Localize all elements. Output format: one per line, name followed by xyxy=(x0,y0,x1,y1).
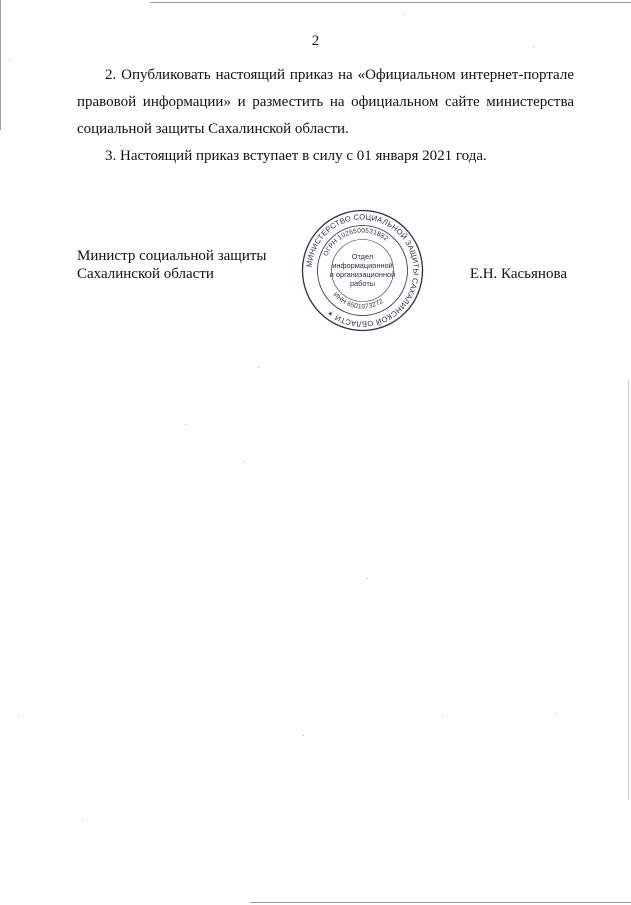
scan-edge-top xyxy=(150,2,631,3)
seal-ring-textpath: МИНИСТЕРСТВО СОЦИАЛЬНОЙ ЗАЩИТЫ САХАЛИНСКОЙ ОБЛАСТИ ✶ xyxy=(304,212,421,329)
scan-speck xyxy=(9,60,10,61)
scan-speck xyxy=(303,735,304,736)
paragraph-publish-order: 2. Опубликовать настоящий приказ на «Официальном интернет-портале правовой информации» и разместить на официальном сайте министерства социальной защиты Сахалинской области. xyxy=(77,67,574,137)
scan-speck xyxy=(243,461,244,462)
scan-edge-left xyxy=(0,0,1,130)
scan-speck xyxy=(556,713,557,714)
seal-center-line-3: и организационной xyxy=(329,270,396,279)
document-body xyxy=(77,62,574,170)
scan-edge-bottom xyxy=(250,902,631,903)
scan-speck xyxy=(404,14,405,15)
seal-center-line-2: информационной xyxy=(332,261,393,270)
seal-inn-textpath: ИНН 6501073272 xyxy=(331,291,385,311)
official-seal xyxy=(300,208,425,333)
seal-ogrn-textpath: ОГРН 1026500531882 xyxy=(322,227,390,258)
paragraph-effective-date: 3. Настоящий приказ вступает в силу с 01 января 2021 года. xyxy=(105,148,487,164)
signatory-position-line-1: Министр социальной защиты xyxy=(77,248,267,264)
seal-center-line-1: Отдел xyxy=(351,252,374,261)
scan-speck xyxy=(82,820,83,821)
seal-graphic xyxy=(300,208,425,333)
signatory-name: Е.Н. Касьянова xyxy=(469,266,567,282)
scan-speck xyxy=(258,367,259,368)
scan-edge-right xyxy=(628,380,629,800)
scan-speck xyxy=(442,716,443,717)
signatory-position xyxy=(77,247,267,283)
seal-center-line-4: работы xyxy=(349,279,376,288)
scan-speck xyxy=(18,716,19,717)
signatory-position-line-2: Сахалинской области xyxy=(77,266,214,282)
scan-speck xyxy=(185,424,186,425)
scan-speck xyxy=(367,578,368,579)
page-number: 2 xyxy=(311,33,320,49)
